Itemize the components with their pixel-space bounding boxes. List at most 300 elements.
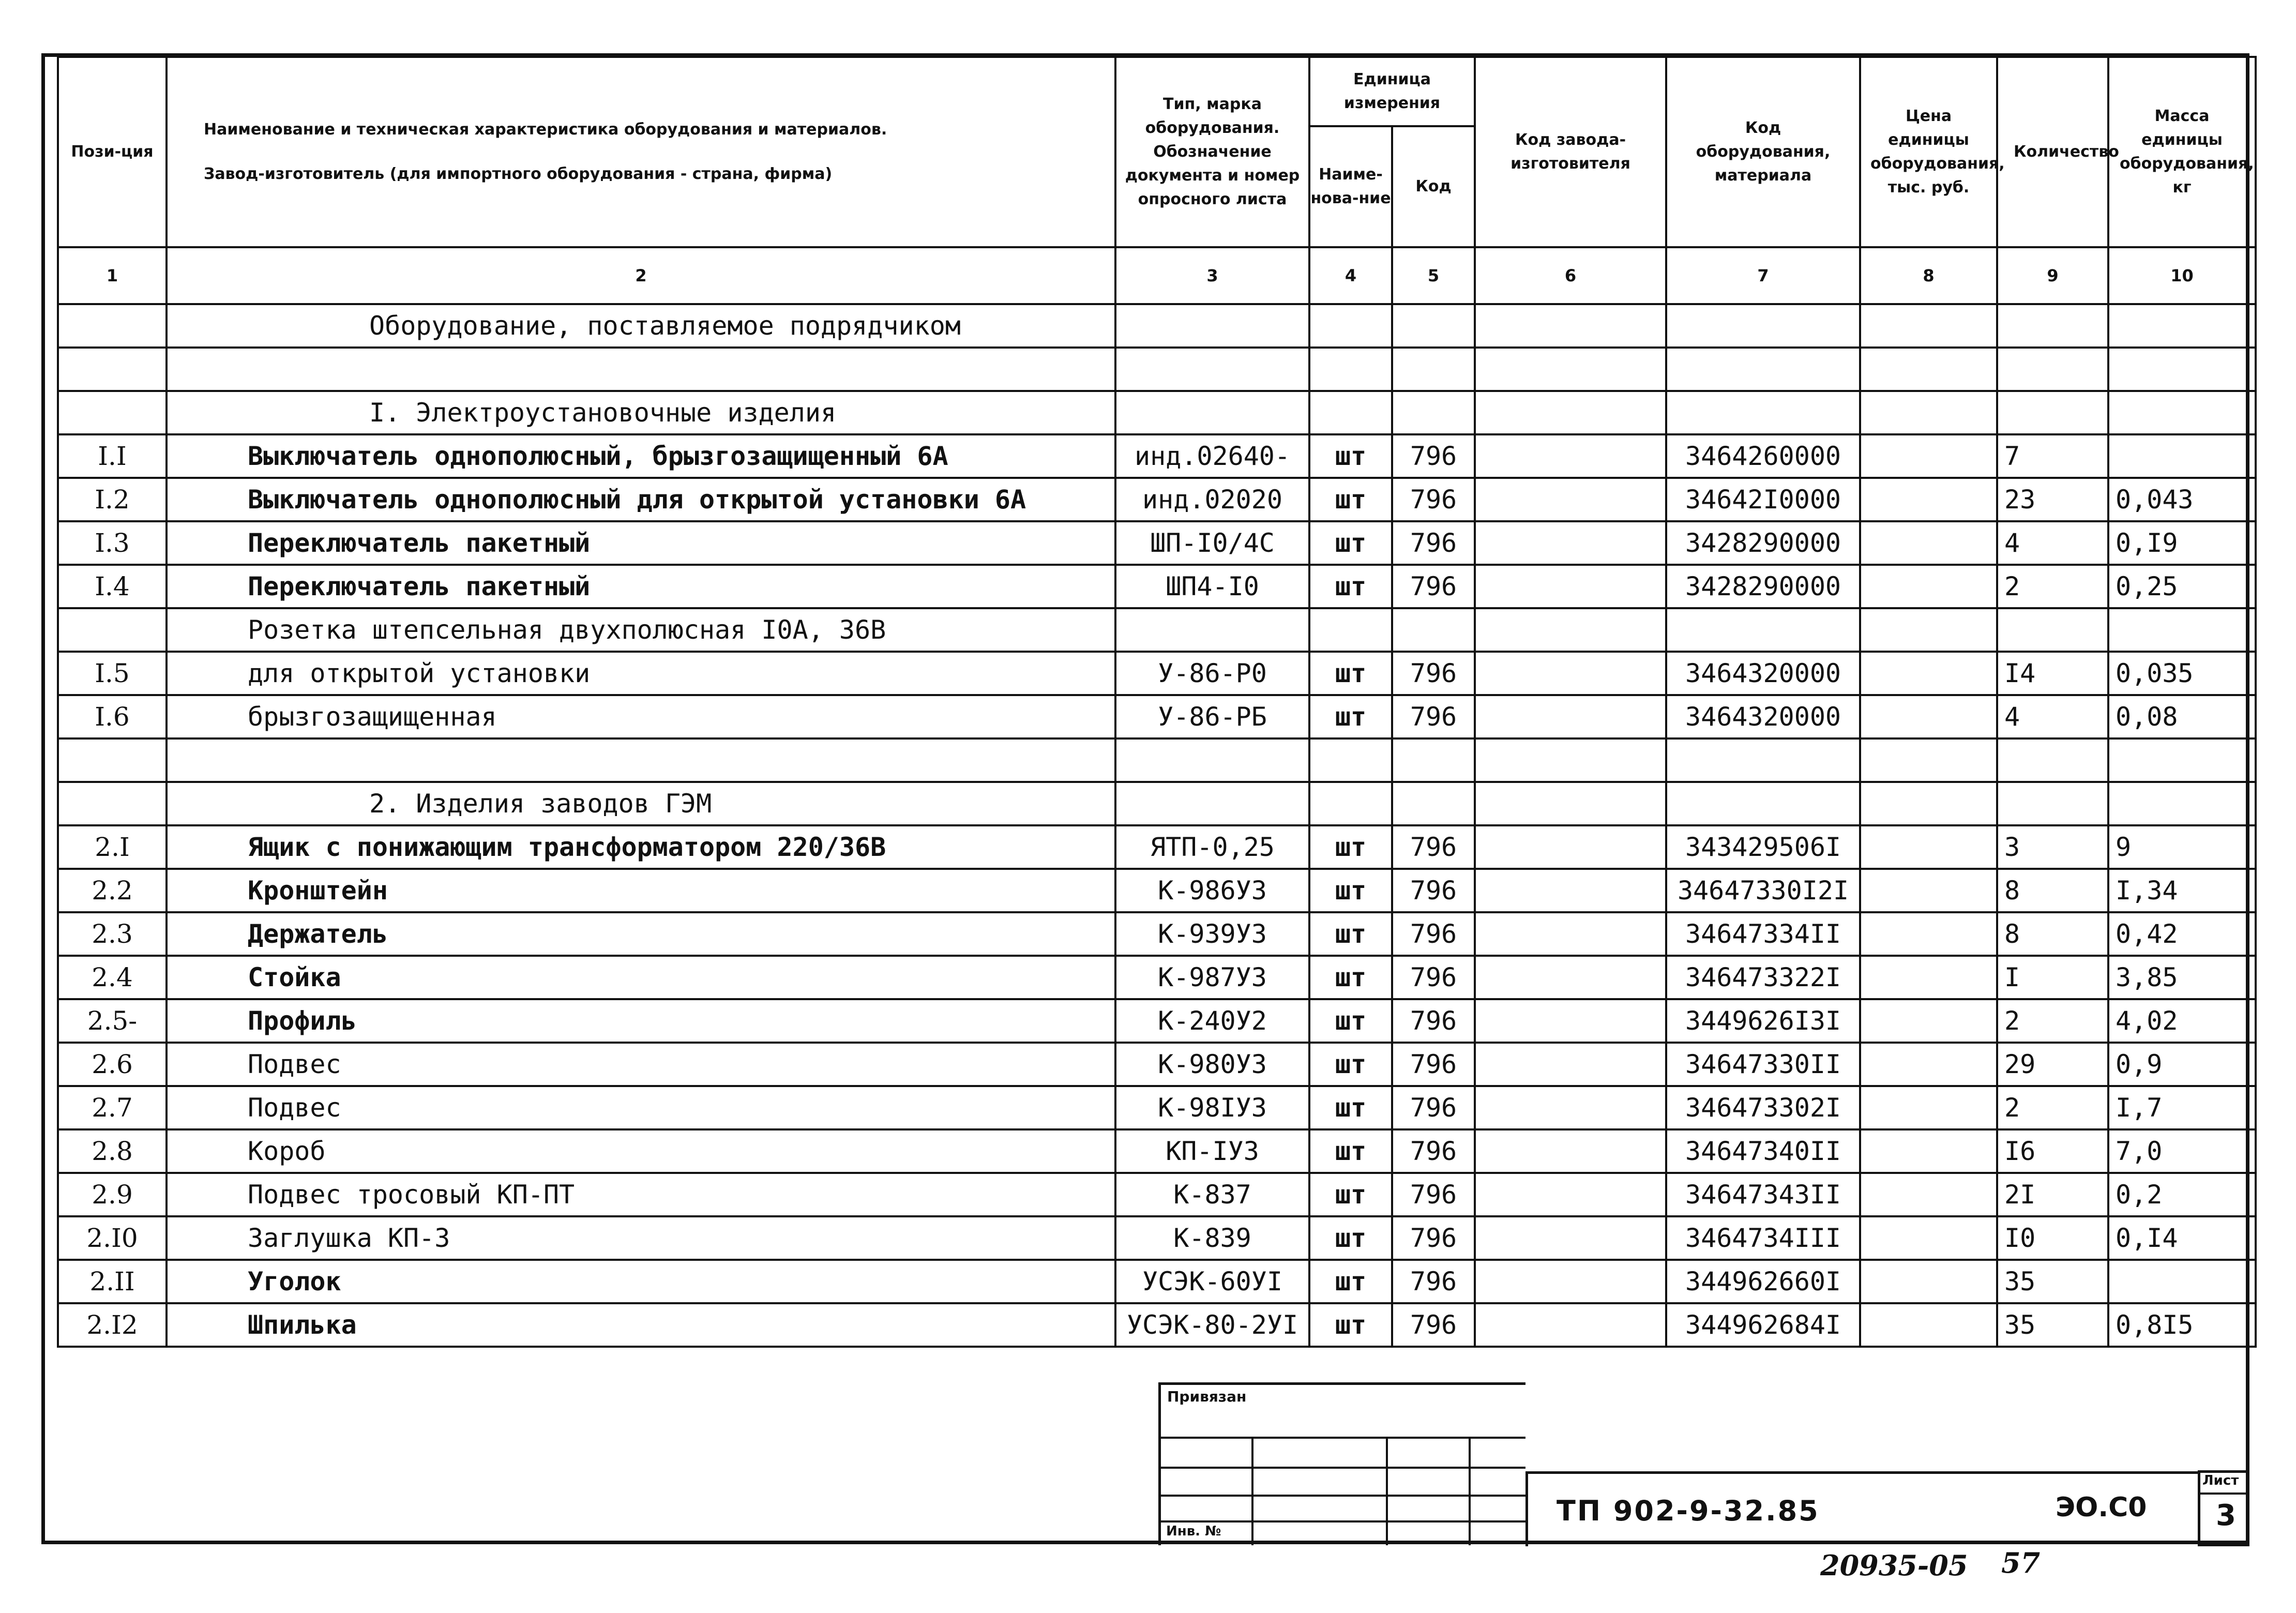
row-position: 2.II (58, 1260, 167, 1303)
row-plant-code (1475, 608, 1666, 652)
row-plant-code (1475, 738, 1666, 782)
table-row (58, 478, 2256, 521)
row-name: I. Электроустановочные изделия (167, 391, 1115, 434)
header-name (167, 57, 1115, 247)
row-quantity: 35 (1997, 1260, 2108, 1303)
table-row (58, 565, 2256, 608)
row-unit (1309, 348, 1392, 391)
row-position: I.4 (58, 565, 167, 608)
row-position (58, 304, 167, 348)
row-price (1860, 912, 1997, 956)
row-unit-code: 796 (1392, 1129, 1475, 1173)
row-plant-code (1475, 1303, 1666, 1347)
row-name: брызгозащищенная (167, 695, 1115, 738)
header-price: Цена единицы оборудования, тыс. руб. (1860, 57, 1997, 247)
row-type-mark: К-986УЗ (1115, 869, 1309, 912)
title-block-main (1525, 1471, 2200, 1546)
row-equipment-code: 3428290000 (1666, 565, 1860, 608)
sheet-number: 3 (2216, 1499, 2236, 1532)
header-row (58, 57, 2256, 126)
row-price (1860, 999, 1997, 1043)
row-mass: 0,8I5 (2108, 1303, 2256, 1347)
row-type-mark (1115, 608, 1309, 652)
row-unit: шт (1309, 1043, 1392, 1086)
row-position: 2.7 (58, 1086, 167, 1129)
row-type-mark: К-980УЗ (1115, 1043, 1309, 1086)
title-line (1161, 1520, 1525, 1522)
row-plant-code (1475, 869, 1666, 912)
row-equipment-code: 34647340II (1666, 1129, 1860, 1173)
row-price (1860, 521, 1997, 565)
column-number: 3 (1115, 247, 1309, 304)
table-row (58, 912, 2256, 956)
row-type-mark (1115, 738, 1309, 782)
row-plant-code (1475, 304, 1666, 348)
header-name-line2: Завод-изготовитель (для импортного оборудования - страна, фирма) (204, 165, 833, 183)
row-unit-code: 796 (1392, 1260, 1475, 1303)
row-type-mark: К-939УЗ (1115, 912, 1309, 956)
row-position (58, 348, 167, 391)
row-unit-code: 796 (1392, 912, 1475, 956)
row-equipment-code: 34647330II (1666, 1043, 1860, 1086)
column-number: 4 (1309, 247, 1392, 304)
row-price (1860, 1086, 1997, 1129)
row-position: 2.I0 (58, 1216, 167, 1260)
row-type-mark (1115, 304, 1309, 348)
row-quantity: I4 (1997, 652, 2108, 695)
row-unit-code: 796 (1392, 565, 1475, 608)
row-price (1860, 565, 1997, 608)
row-unit (1309, 608, 1392, 652)
table-row (58, 1216, 2256, 1260)
row-mass: 3,85 (2108, 956, 2256, 999)
title-line (1161, 1495, 1525, 1497)
row-plant-code (1475, 1173, 1666, 1216)
header-plant-code: Код завода-изготовителя (1475, 57, 1666, 247)
title-line (1251, 1437, 1253, 1545)
row-unit: шт (1309, 1086, 1392, 1129)
table-row (58, 608, 2256, 652)
row-quantity (1997, 304, 2108, 348)
row-equipment-code (1666, 391, 1860, 434)
row-equipment-code: 34642I0000 (1666, 478, 1860, 521)
row-name: Заглушка КП-3 (167, 1216, 1115, 1260)
row-equipment-code: 34647334II (1666, 912, 1860, 956)
row-unit: шт (1309, 1303, 1392, 1347)
title-line (2200, 1493, 2249, 1495)
row-equipment-code (1666, 304, 1860, 348)
row-mass: 9 (2108, 825, 2256, 869)
row-position: 2.2 (58, 869, 167, 912)
row-unit-code: 796 (1392, 652, 1475, 695)
row-unit (1309, 782, 1392, 825)
row-unit (1309, 304, 1392, 348)
row-name: для открытой установки (167, 652, 1115, 695)
row-mass: 0,I4 (2108, 1216, 2256, 1260)
row-name: Шпилька (167, 1303, 1115, 1347)
table-row (58, 391, 2256, 434)
row-unit-code (1392, 608, 1475, 652)
row-unit: шт (1309, 1260, 1392, 1303)
table-row (58, 1303, 2256, 1347)
table-row (58, 695, 2256, 738)
row-type-mark: К-837 (1115, 1173, 1309, 1216)
row-mass (2108, 348, 2256, 391)
row-unit-code: 796 (1392, 521, 1475, 565)
row-position: I.I (58, 434, 167, 478)
row-quantity: 2 (1997, 1086, 2108, 1129)
row-mass: 0,08 (2108, 695, 2256, 738)
row-mass: 7,0 (2108, 1129, 2256, 1173)
row-plant-code (1475, 565, 1666, 608)
row-unit (1309, 738, 1392, 782)
row-plant-code (1475, 825, 1666, 869)
row-quantity: 2 (1997, 999, 2108, 1043)
column-number: 1 (58, 247, 167, 304)
row-mass (2108, 738, 2256, 782)
row-quantity: I (1997, 956, 2108, 999)
table-row (58, 825, 2256, 869)
row-plant-code (1475, 912, 1666, 956)
row-quantity: 8 (1997, 869, 2108, 912)
row-mass (2108, 434, 2256, 478)
row-unit: шт (1309, 434, 1392, 478)
row-unit-code: 796 (1392, 434, 1475, 478)
row-equipment-code: 3464320000 (1666, 695, 1860, 738)
row-equipment-code: 3428290000 (1666, 521, 1860, 565)
row-quantity: 7 (1997, 434, 2108, 478)
header-unit: Единица измерения (1309, 57, 1475, 126)
row-type-mark: КП-IУЗ (1115, 1129, 1309, 1173)
row-mass (2108, 391, 2256, 434)
row-price (1860, 391, 1997, 434)
row-unit: шт (1309, 478, 1392, 521)
row-quantity (1997, 391, 2108, 434)
row-position: 2.5- (58, 999, 167, 1043)
row-equipment-code (1666, 738, 1860, 782)
row-price (1860, 608, 1997, 652)
row-plant-code (1475, 652, 1666, 695)
row-plant-code (1475, 1043, 1666, 1086)
row-unit-code: 796 (1392, 1173, 1475, 1216)
row-unit-code (1392, 782, 1475, 825)
row-type-mark: У-86-Р0 (1115, 652, 1309, 695)
table-row (58, 304, 2256, 348)
row-equipment-code: 346473322I (1666, 956, 1860, 999)
row-equipment-code: 34647330I2I (1666, 869, 1860, 912)
row-price (1860, 825, 1997, 869)
header-unit-code: Код (1392, 126, 1475, 247)
row-unit-code: 796 (1392, 956, 1475, 999)
row-plant-code (1475, 521, 1666, 565)
row-plant-code (1475, 391, 1666, 434)
row-name: Держатель (167, 912, 1115, 956)
row-name (167, 348, 1115, 391)
row-unit-code: 796 (1392, 999, 1475, 1043)
row-quantity: 3 (1997, 825, 2108, 869)
header-name-line1: Наименование и техническая характеристика оборудования и материалов. (204, 120, 887, 139)
row-unit: шт (1309, 912, 1392, 956)
row-mass: 0,9 (2108, 1043, 2256, 1086)
header-position: Пози-ция (58, 57, 167, 247)
row-plant-code (1475, 478, 1666, 521)
row-name: Розетка штепсельная двухполюсная I0А, 36В (167, 608, 1115, 652)
table-row (58, 999, 2256, 1043)
column-number: 8 (1860, 247, 1997, 304)
row-quantity (1997, 348, 2108, 391)
row-type-mark (1115, 391, 1309, 434)
title-line (1161, 1467, 1525, 1469)
row-position: I.5 (58, 652, 167, 695)
row-type-mark (1115, 348, 1309, 391)
row-name: Ящик с понижающим трансформатором 220/36В (167, 825, 1115, 869)
row-price (1860, 1129, 1997, 1173)
row-quantity (1997, 738, 2108, 782)
row-equipment-code (1666, 348, 1860, 391)
table-row (58, 1086, 2256, 1129)
table-row (58, 521, 2256, 565)
row-price (1860, 1303, 1997, 1347)
document-mark: ЭО.С0 (2056, 1492, 2147, 1523)
row-type-mark: К-839 (1115, 1216, 1309, 1260)
row-mass (2108, 1260, 2256, 1303)
row-price (1860, 348, 1997, 391)
row-unit-code: 796 (1392, 869, 1475, 912)
row-position: 2.4 (58, 956, 167, 999)
row-position (58, 738, 167, 782)
row-unit-code (1392, 391, 1475, 434)
row-name: Кронштейн (167, 869, 1115, 912)
row-name: Профиль (167, 999, 1115, 1043)
table-row (58, 869, 2256, 912)
row-name (167, 738, 1115, 782)
row-unit (1309, 391, 1392, 434)
row-unit-code: 796 (1392, 1216, 1475, 1260)
row-position: 2.I2 (58, 1303, 167, 1347)
table-row (58, 956, 2256, 999)
row-mass: 0,2 (2108, 1173, 2256, 1216)
row-type-mark: К-98IУЗ (1115, 1086, 1309, 1129)
row-type-mark: ЯТП-0,25 (1115, 825, 1309, 869)
row-quantity: 2I (1997, 1173, 2108, 1216)
row-mass: 0,035 (2108, 652, 2256, 695)
row-type-mark: инд.02020 (1115, 478, 1309, 521)
row-price (1860, 695, 1997, 738)
row-type-mark: инд.02640- (1115, 434, 1309, 478)
row-quantity: 29 (1997, 1043, 2108, 1086)
row-type-mark: У-86-РБ (1115, 695, 1309, 738)
row-plant-code (1475, 434, 1666, 478)
title-line (1469, 1437, 1471, 1545)
table-row (58, 738, 2256, 782)
row-name: Подвес (167, 1043, 1115, 1086)
row-unit-code: 796 (1392, 478, 1475, 521)
row-mass: I,34 (2108, 869, 2256, 912)
row-name: Подвес тросовый КП-ПТ (167, 1173, 1115, 1216)
row-unit: шт (1309, 956, 1392, 999)
row-price (1860, 1043, 1997, 1086)
tied-label: Привязан (1167, 1388, 1247, 1405)
row-unit: шт (1309, 1216, 1392, 1260)
row-equipment-code: 3464320000 (1666, 652, 1860, 695)
row-name: Переключатель пакетный (167, 565, 1115, 608)
row-equipment-code (1666, 608, 1860, 652)
row-mass: 4,02 (2108, 999, 2256, 1043)
row-name: 2. Изделия заводов ГЭМ (167, 782, 1115, 825)
row-plant-code (1475, 695, 1666, 738)
row-quantity: 23 (1997, 478, 2108, 521)
row-unit: шт (1309, 1173, 1392, 1216)
row-position: 2.9 (58, 1173, 167, 1216)
row-mass: 0,25 (2108, 565, 2256, 608)
column-number: 6 (1475, 247, 1666, 304)
header-type-mark: Тип, марка оборудования. Обозначение документа и номер опросного листа (1115, 57, 1309, 247)
row-unit: шт (1309, 695, 1392, 738)
row-plant-code (1475, 348, 1666, 391)
table-row (58, 1260, 2256, 1303)
handwritten-page: 57 (2001, 1546, 2041, 1579)
row-position: I.3 (58, 521, 167, 565)
row-plant-code (1475, 999, 1666, 1043)
row-name: Выключатель однополюсный, брызгозащищенный 6А (167, 434, 1115, 478)
table-row (58, 348, 2256, 391)
row-quantity: 2 (1997, 565, 2108, 608)
row-price (1860, 1173, 1997, 1216)
title-line (1161, 1437, 1525, 1439)
row-unit-code (1392, 348, 1475, 391)
row-equipment-code: 344962684I (1666, 1303, 1860, 1347)
row-name: Переключатель пакетный (167, 521, 1115, 565)
row-equipment-code: 3464734III (1666, 1216, 1860, 1260)
table-row (58, 1129, 2256, 1173)
row-unit: шт (1309, 999, 1392, 1043)
row-type-mark: ШП-I0/4С (1115, 521, 1309, 565)
row-price (1860, 782, 1997, 825)
row-name: Стойка (167, 956, 1115, 999)
table-row (58, 1173, 2256, 1216)
row-price (1860, 434, 1997, 478)
row-type-mark: К-240У2 (1115, 999, 1309, 1043)
row-quantity: 4 (1997, 695, 2108, 738)
table-row (58, 652, 2256, 695)
row-mass (2108, 782, 2256, 825)
row-plant-code (1475, 956, 1666, 999)
row-type-mark: К-987УЗ (1115, 956, 1309, 999)
row-type-mark: УСЭК-80-2УI (1115, 1303, 1309, 1347)
row-unit: шт (1309, 1129, 1392, 1173)
row-price (1860, 1260, 1997, 1303)
row-position: I.6 (58, 695, 167, 738)
row-name: Оборудование, поставляемое подрядчиком (167, 304, 1115, 348)
row-mass: 0,42 (2108, 912, 2256, 956)
row-position: 2.8 (58, 1129, 167, 1173)
row-unit: шт (1309, 652, 1392, 695)
row-plant-code (1475, 1260, 1666, 1303)
header-mass: Масса единицы оборудования, кг (2108, 57, 2256, 247)
header-equipment-code: Код оборудования, материала (1666, 57, 1860, 247)
row-type-mark (1115, 782, 1309, 825)
row-quantity: 35 (1997, 1303, 2108, 1347)
sheet-number-box (2198, 1470, 2249, 1546)
column-number: 2 (167, 247, 1115, 304)
sheet-label: Лист (2202, 1473, 2239, 1488)
row-quantity: 8 (1997, 912, 2108, 956)
column-number: 9 (1997, 247, 2108, 304)
row-mass: 0,I9 (2108, 521, 2256, 565)
specification-table (57, 56, 2257, 1348)
row-equipment-code: 34647343II (1666, 1173, 1860, 1216)
row-equipment-code: 346473302I (1666, 1086, 1860, 1129)
column-number: 10 (2108, 247, 2256, 304)
column-number: 5 (1392, 247, 1475, 304)
row-plant-code (1475, 782, 1666, 825)
column-number: 7 (1666, 247, 1860, 304)
row-plant-code (1475, 1086, 1666, 1129)
row-mass: I,7 (2108, 1086, 2256, 1129)
header-quantity: Количество (1997, 57, 2108, 247)
row-position: 2.6 (58, 1043, 167, 1086)
row-quantity: I0 (1997, 1216, 2108, 1260)
row-position (58, 782, 167, 825)
handwritten-number: 20935-05 (1820, 1549, 1968, 1582)
row-price (1860, 869, 1997, 912)
row-equipment-code: 3464260000 (1666, 434, 1860, 478)
table-row (58, 782, 2256, 825)
row-equipment-code: 343429506I (1666, 825, 1860, 869)
row-unit-code: 796 (1392, 825, 1475, 869)
row-price (1860, 652, 1997, 695)
row-unit-code: 796 (1392, 695, 1475, 738)
column-number-row (58, 247, 2256, 304)
row-position (58, 391, 167, 434)
row-position (58, 608, 167, 652)
row-quantity: I6 (1997, 1129, 2108, 1173)
title-block-approval (1158, 1382, 1525, 1545)
row-unit-code (1392, 304, 1475, 348)
inventory-label: Инв. № (1166, 1524, 1221, 1539)
row-name: Подвес (167, 1086, 1115, 1129)
row-name: Уголок (167, 1260, 1115, 1303)
row-unit-code (1392, 738, 1475, 782)
specification-body (58, 304, 2256, 1347)
header-unit-name: Наиме-нова-ние (1309, 126, 1392, 247)
row-unit: шт (1309, 869, 1392, 912)
table-row (58, 1043, 2256, 1086)
row-plant-code (1475, 1129, 1666, 1173)
row-price (1860, 738, 1997, 782)
row-plant-code (1475, 1216, 1666, 1260)
row-name: Короб (167, 1129, 1115, 1173)
row-equipment-code (1666, 782, 1860, 825)
row-position: I.2 (58, 478, 167, 521)
row-price (1860, 478, 1997, 521)
row-mass (2108, 304, 2256, 348)
row-unit-code: 796 (1392, 1043, 1475, 1086)
row-mass (2108, 608, 2256, 652)
row-unit: шт (1309, 825, 1392, 869)
row-quantity (1997, 608, 2108, 652)
row-type-mark: УСЭК-60УI (1115, 1260, 1309, 1303)
row-unit-code: 796 (1392, 1303, 1475, 1347)
row-name: Выключатель однополюсный для открытой установки 6А (167, 478, 1115, 521)
row-price (1860, 304, 1997, 348)
row-type-mark: ШП4-I0 (1115, 565, 1309, 608)
row-quantity (1997, 782, 2108, 825)
title-line (1386, 1437, 1388, 1545)
row-equipment-code: 344962660I (1666, 1260, 1860, 1303)
row-quantity: 4 (1997, 521, 2108, 565)
row-unit-code: 796 (1392, 1086, 1475, 1129)
